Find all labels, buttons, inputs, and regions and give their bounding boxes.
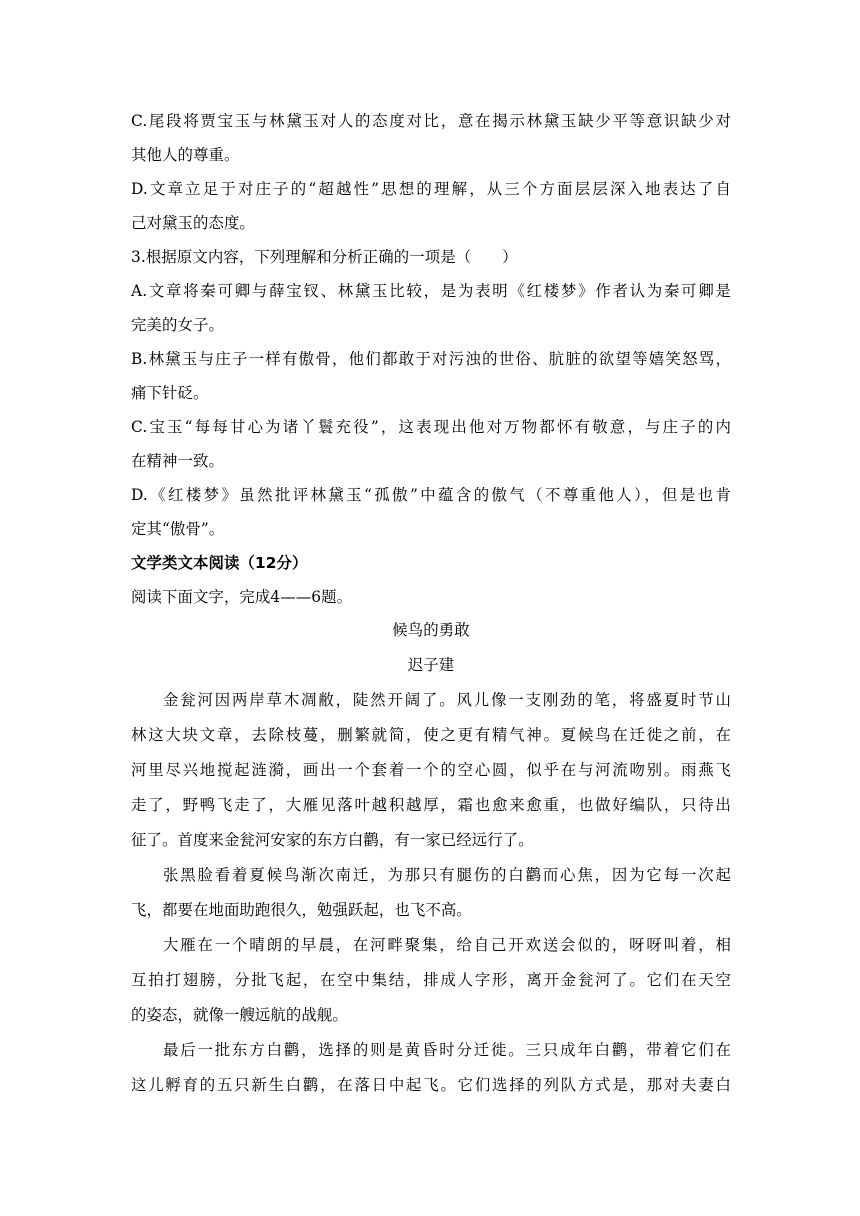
q2-option-c-line2: 其他人的尊重。 — [131, 146, 240, 164]
q3-option-a-line1: A.文章将秦可卿与薛宝钗、林黛玉比较，是为表明《红楼梦》作者认为秦可卿是 — [131, 282, 731, 300]
q3-option-b-line1: B.林黛玉与庄子一样有傲骨，他们都敢于对污浊的世俗、肮脏的欲望等嬉笑怒骂， — [131, 350, 731, 368]
paragraph-line: 走了，野鸭飞走了，大雁见落叶越积越厚，霜也愈来愈重，也做好编队，只待出 — [131, 796, 731, 814]
story-paragraph-4 — [131, 1033, 731, 1103]
q3-option-d-line2: 定其“傲骨”。 — [131, 520, 225, 538]
q2-option-d-line1: D.文章立足于对庄子的“超越性”思想的理解，从三个方面层层深入地表达了自 — [131, 180, 731, 198]
paragraph-line: 张黑脸看着夏候鸟渐次南迁，为那只有腿伤的白鹳而心焦，因为它每一次起 — [163, 866, 731, 884]
paragraph-line: 征了。首度来金瓮河安家的东方白鹳，有一家已经远行了。 — [131, 831, 534, 849]
story-paragraph-3 — [131, 928, 731, 1033]
story-paragraph-1 — [131, 683, 731, 858]
q2-options — [131, 104, 731, 240]
q3-option-c-line1: C.宝玉“每每甘心为诸丫鬟充役”，这表现出他对万物都怀有敬意，与庄子的内 — [131, 418, 731, 436]
paragraph-line: 林这大块文章，去除枝蔓，删繁就简，使之更有精气神。夏候鸟在迁徙之前，在 — [131, 726, 731, 744]
paragraph-line: 河里尽兴地搅起涟漪，画出一个套着一个的空心圆，似乎在与河流吻别。雨燕飞 — [131, 761, 731, 779]
paragraph-line: 这儿孵育的五只新生白鹳，在落日中起飞。它们选择的列队方式是，那对夫妻白 — [131, 1076, 731, 1094]
q3-option-b-line2: 痛下针砭。 — [131, 384, 209, 402]
story-author: 迟子建 — [407, 656, 455, 674]
story — [131, 613, 731, 1103]
section-header — [131, 546, 731, 614]
q3-option-c-line2: 在精神一致。 — [131, 452, 224, 470]
story-title: 候鸟的勇敢 — [392, 621, 470, 639]
q3-option-d-line1: D.《红楼梦》虽然批评林黛玉“孤傲”中蕴含的傲气（不尊重他人），但是也肯 — [131, 486, 731, 504]
question-3 — [131, 240, 731, 546]
paragraph-line: 的姿态，就像一艘远航的战舰。 — [131, 1006, 348, 1024]
q3-stem: 3.根据原文内容，下列理解和分析正确的一项是（ ） — [131, 248, 518, 266]
paragraph-line: 飞，都要在地面助跑很久，勉强跃起，也飞不高。 — [131, 901, 472, 919]
q2-option-c-line1: C.尾段将贾宝玉与林黛玉对人的态度对比，意在揭示林黛玉缺少平等意识缺少对 — [131, 112, 731, 130]
story-paragraph-2 — [131, 858, 731, 928]
paragraph-line: 大雁在一个晴朗的早晨，在河畔聚集，给自己开欢送会似的，呀呀叫着，相 — [163, 936, 731, 954]
q3-option-a-line2: 完美的女子。 — [131, 316, 224, 334]
section-heading: 文学类文本阅读（12分） — [131, 554, 308, 572]
q2-option-d-line2: 己对黛玉的态度。 — [131, 214, 255, 232]
paragraph-line: 互拍打翅膀，分批飞起，在空中集结，排成人字形，离开金瓮河了。它们在天空 — [131, 971, 731, 989]
paragraph-line: 金瓮河因两岸草木凋敝，陡然开阔了。风儿像一支刚劲的笔，将盛夏时节山 — [163, 691, 731, 709]
section-instruction: 阅读下面文字，完成4——6题。 — [131, 588, 353, 606]
paragraph-line: 最后一批东方白鹳，选择的则是黄昏时分迁徙。三只成年白鹳，带着它们在 — [163, 1041, 731, 1059]
